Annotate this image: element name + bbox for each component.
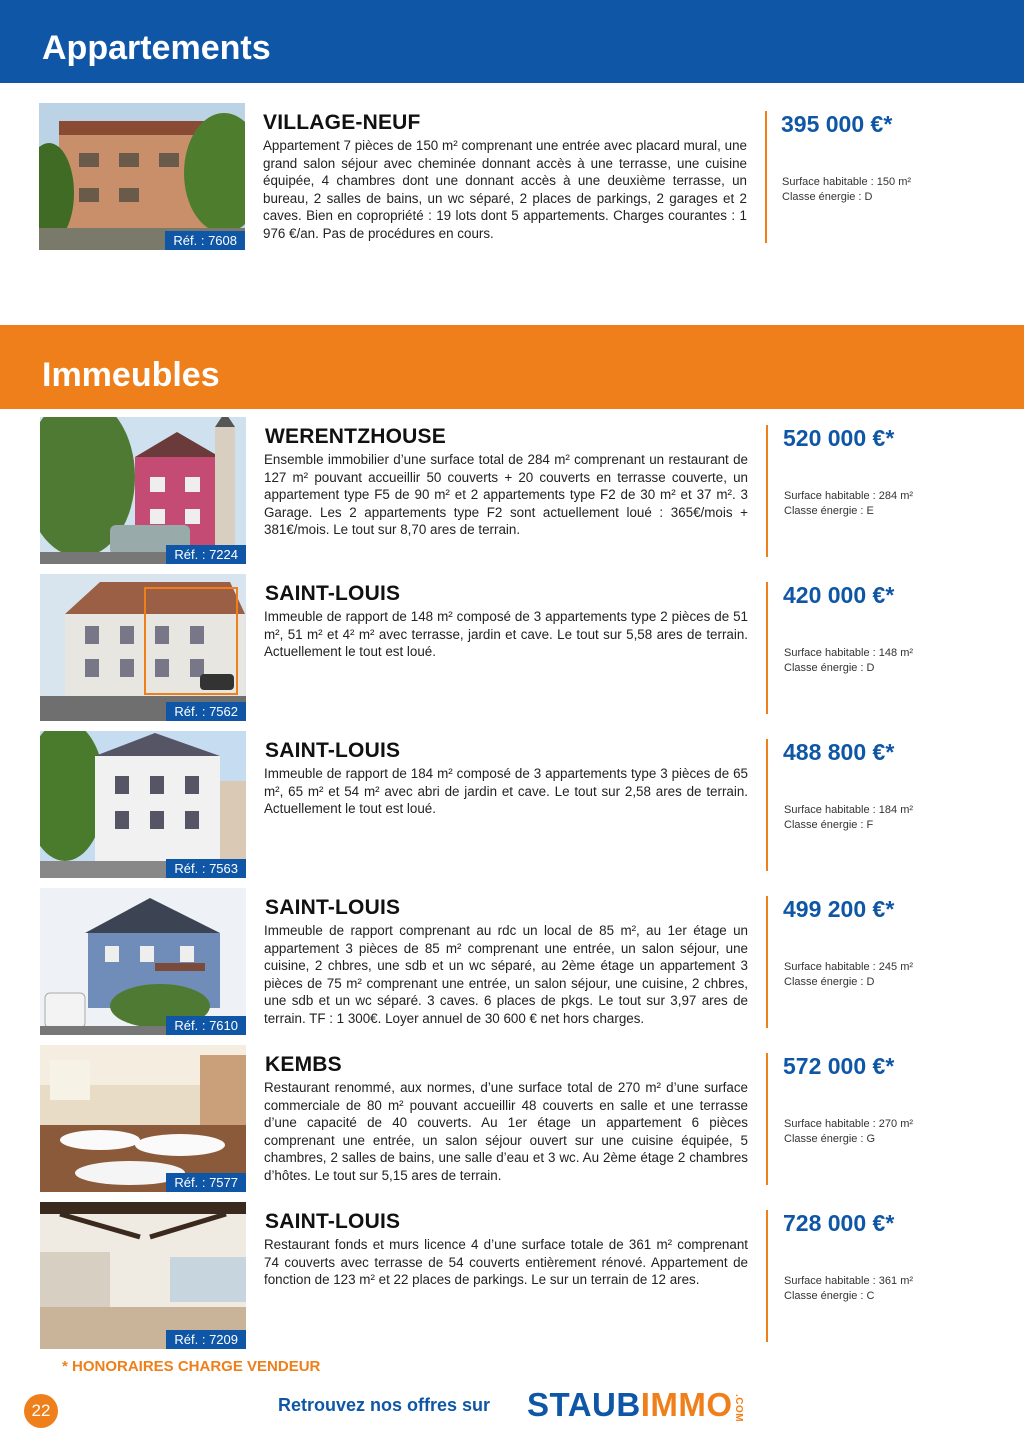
property-photo[interactable] bbox=[40, 1202, 246, 1349]
reference-label: Réf. : 7608 bbox=[165, 231, 245, 250]
listing-card[interactable] bbox=[0, 417, 1024, 567]
listing-description: Immeuble de rapport de 148 m² composé de 3 appartements type 2 pièces de 51 m², 51 m² et 4² m² avec terrasse, jardin et cave. Le tout sur 5,58 ares de terrain. Actuellement le tout est loué. bbox=[264, 609, 748, 660]
listing-specs bbox=[784, 803, 913, 833]
energy-class-text: Classe énergie : D bbox=[782, 191, 873, 203]
listing-specs bbox=[784, 1117, 913, 1147]
property-photo[interactable] bbox=[39, 103, 245, 250]
energy-class-text: Classe énergie : G bbox=[784, 1133, 876, 1145]
surface-text: Surface habitable : 184 m² bbox=[784, 804, 914, 816]
property-photo[interactable] bbox=[40, 888, 246, 1035]
energy-class-text: Classe énergie : F bbox=[784, 819, 874, 831]
listing-title: WERENTZHOUSE bbox=[265, 425, 446, 448]
section-header-appartements bbox=[0, 0, 1024, 83]
surface-text: Surface habitable : 148 m² bbox=[784, 647, 914, 659]
listing-card[interactable] bbox=[0, 731, 1024, 881]
listing-specs bbox=[782, 175, 911, 205]
divider bbox=[766, 582, 768, 714]
surface-text: Surface habitable : 284 m² bbox=[784, 490, 914, 502]
divider bbox=[766, 739, 768, 871]
property-photo[interactable] bbox=[40, 731, 246, 878]
energy-class-text: Classe énergie : D bbox=[784, 662, 875, 674]
divider bbox=[766, 425, 768, 557]
listing-title: SAINT-LOUIS bbox=[265, 582, 401, 605]
staubimmo-logo[interactable] bbox=[527, 1386, 744, 1424]
section-title: Appartements bbox=[42, 29, 271, 67]
divider bbox=[766, 1210, 768, 1342]
reference-label: Réf. : 7563 bbox=[166, 859, 246, 878]
logo-part-staub: STAUB bbox=[527, 1386, 641, 1423]
listing-price: 395 000 €* bbox=[781, 111, 893, 137]
logo-part-com: .COM bbox=[733, 1394, 744, 1423]
property-photo[interactable] bbox=[40, 574, 246, 721]
listing-title: SAINT-LOUIS bbox=[265, 739, 401, 762]
listing-description: Immeuble de rapport comprenant au rdc un local de 85 m², au 1er étage un appartement 3 pièces de 85 m² comprenant une entrée, un salon séjour, une cuisine, 2 chbres, une sdb et un wc séparé, au 2ème étage un appartement 3 pièces de 75 m² comprenant une entrée, un salon séjour, une cuisine, 2 chbres, une sdb et un wc séparé. 3 caves. 6 places de pkgs. Le tout sur 3,97 ares de terrain. TF : 1 300€. Loyer annuel de 30 600 € net hors charges. bbox=[264, 923, 748, 1026]
listing-specs bbox=[784, 646, 913, 676]
divider bbox=[766, 1053, 768, 1185]
listing-card[interactable] bbox=[0, 888, 1024, 1038]
surface-text: Surface habitable : 245 m² bbox=[784, 961, 914, 973]
property-photo[interactable] bbox=[40, 1045, 246, 1192]
listing-title: SAINT-LOUIS bbox=[265, 1210, 401, 1233]
listing-price: 488 800 €* bbox=[783, 739, 895, 765]
listing-card[interactable] bbox=[0, 1202, 1024, 1352]
divider bbox=[766, 896, 768, 1028]
listing-title: SAINT-LOUIS bbox=[265, 896, 401, 919]
listing-description: Restaurant renommé, aux normes, d’une surface total de 270 m² d’une surface commerciale de 80 m² pouvant accueillir 48 couverts en salle et une terrasse d’une capacité de 40 couverts. Au 1er étage un appartement 6 pièces comprenant une entrée, un salon séjour ouvert sur une cuisine équipée, 5 chambres, 2 salles de bains, une salle d’eau et 3 wc. Au 2ème étage 2 chambres d’hôtes. Le tout sur 5,15 ares de terrain. bbox=[264, 1080, 748, 1183]
energy-class-text: Classe énergie : C bbox=[784, 1290, 875, 1302]
surface-text: Surface habitable : 270 m² bbox=[784, 1118, 914, 1130]
reference-label: Réf. : 7209 bbox=[166, 1330, 246, 1349]
listing-specs bbox=[784, 960, 913, 990]
divider bbox=[765, 111, 767, 243]
surface-text: Surface habitable : 150 m² bbox=[782, 176, 912, 188]
listing-card[interactable] bbox=[0, 103, 1024, 253]
listing-specs bbox=[784, 1274, 913, 1304]
section-header-immeubles bbox=[0, 325, 1024, 409]
logo-part-immo: IMMO bbox=[640, 1386, 733, 1423]
property-photo[interactable] bbox=[40, 417, 246, 564]
listing-description: Ensemble immobilier d’une surface total de 284 m² comprenant un restaurant de 127 m² pouvant accueillir 50 couverts + 20 couverts en terrasse couverte, un appartement type F5 de 90 m² et 2 appartements type F2 de 30 m² et 37 m². 3 Garage. Les 2 appartements type F2 sont actuellement loué : 365€/mois + 381€/mois. Le tout sur 8,70 ares de terrain. bbox=[264, 452, 748, 538]
listing-price: 420 000 €* bbox=[783, 582, 895, 608]
listing-description: Restaurant fonds et murs licence 4 d’une surface totale de 361 m² comprenant 74 couverts avec terrasse de 54 couverts entièrement rénové. Appartement de fonction de 123 m² et 22 places de parkings. Le sur un terrain de 12 ares. bbox=[264, 1237, 748, 1288]
listing-title: KEMBS bbox=[265, 1053, 342, 1076]
surface-text: Surface habitable : 361 m² bbox=[784, 1275, 914, 1287]
website-prompt: Retrouvez nos offres sur bbox=[278, 1395, 491, 1415]
listing-card[interactable] bbox=[0, 574, 1024, 724]
energy-class-text: Classe énergie : D bbox=[784, 976, 875, 988]
listing-description: Immeuble de rapport de 184 m² composé de 3 appartements type 3 pièces de 65 m², 65 m² et 54 m² avec abri de jardin et cave. Le tout sur 2,58 ares de terrain. Actuellement le tout est loué. bbox=[264, 766, 748, 817]
listing-price: 572 000 €* bbox=[783, 1053, 895, 1079]
reference-label: Réf. : 7577 bbox=[166, 1173, 246, 1192]
reference-label: Réf. : 7610 bbox=[166, 1016, 246, 1035]
listing-price: 520 000 €* bbox=[783, 425, 895, 451]
section-title: Immeubles bbox=[42, 356, 220, 394]
listing-specs bbox=[784, 489, 913, 519]
fees-footnote: * HONORAIRES CHARGE VENDEUR bbox=[62, 1358, 321, 1375]
listing-price: 499 200 €* bbox=[783, 896, 895, 922]
listing-title: VILLAGE-NEUF bbox=[263, 111, 421, 134]
listing-description: Appartement 7 pièces de 150 m² comprenant une entrée avec placard mural, une grand salon séjour avec cheminée donnant accès à une terrasse, une cuisine équipée, 4 chambres dont une donnant accès à une deuxième terrasse, un bureau, 2 salles de bains, un wc séparé, 2 places de parkings, 2 garages et 2 caves. Bien en copropriété : 19 lots dont 5 appartements. Charges courantes : 1 976 €/an. Pas de procédures en cours. bbox=[263, 138, 747, 241]
page-number: 22 bbox=[24, 1394, 58, 1428]
reference-label: Réf. : 7562 bbox=[166, 702, 246, 721]
listing-price: 728 000 €* bbox=[783, 1210, 895, 1236]
energy-class-text: Classe énergie : E bbox=[784, 505, 874, 517]
reference-label: Réf. : 7224 bbox=[166, 545, 246, 564]
listing-card[interactable] bbox=[0, 1045, 1024, 1195]
